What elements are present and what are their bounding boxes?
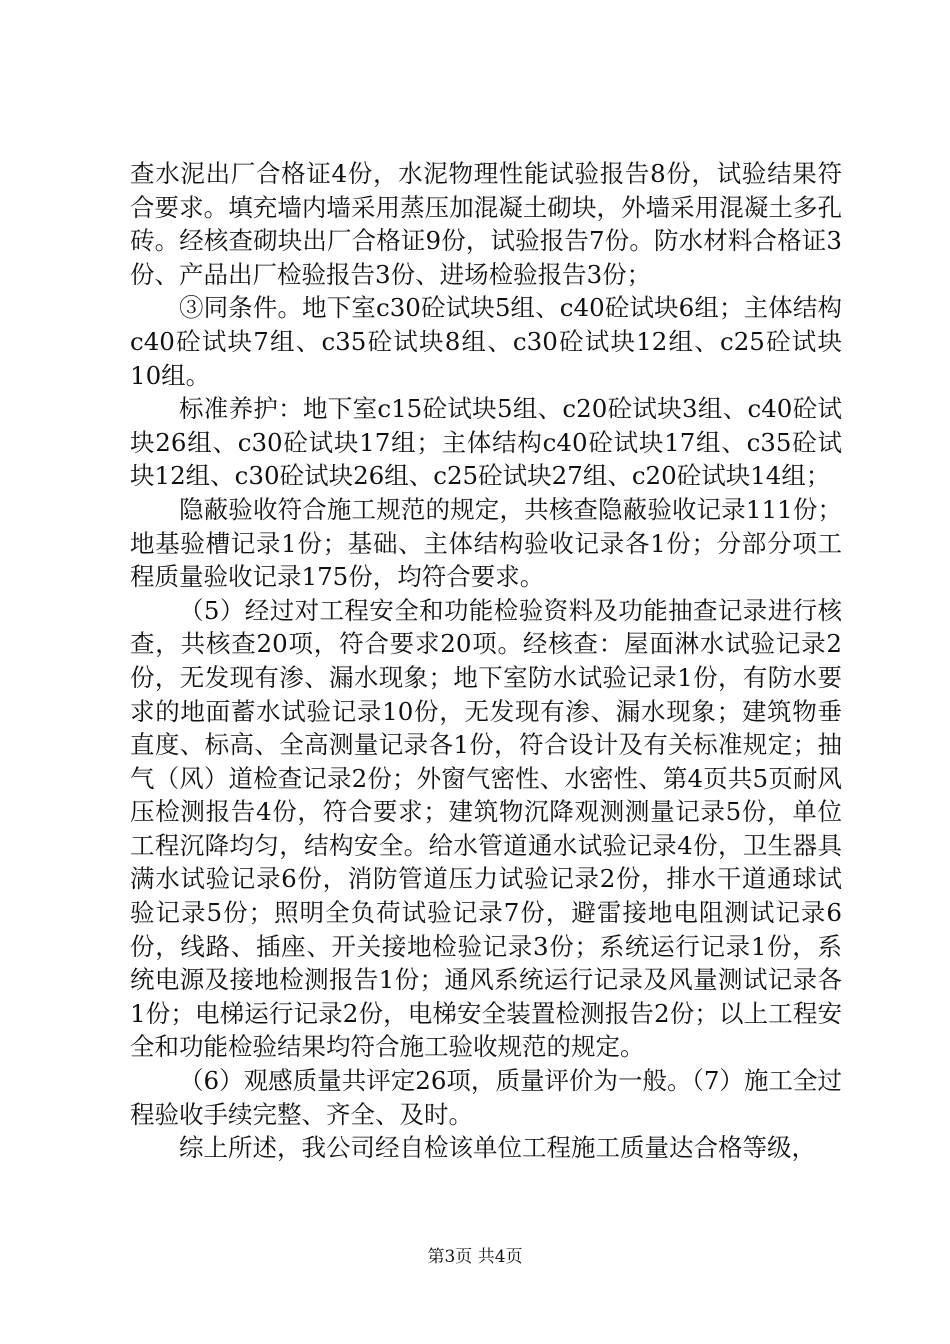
paragraph-conclusion: 综上所述，我公司经自检该单位工程施工质量达合格等级，	[179, 1133, 816, 1163]
paragraph-appearance-quality: （6）观感质量共评定26项，质量评价为一般。（7）施工全过程验收手续完整、齐全、及时。	[130, 1066, 842, 1129]
page-footer: 第3页 共4页	[427, 1247, 523, 1267]
document-body	[130, 157, 842, 1165]
paragraph-materials-certificates: 查水泥出厂合格证4份，水泥物理性能试验报告8份，试验结果符合要求。填充墙内墙采用蒸压加混凝土砌块，外墙采用混凝土多孔砖。经核查砌块出厂合格证9份，试验报告7份。防水材料合格证3份、产品出厂检验报告3份、进场检验报告3份；	[130, 159, 842, 289]
paragraph-same-condition-specimens: ③同条件。地下室c30砼试块5组、c40砼试块6组；主体结构c40砼试块7组、c35砼试块8组、c30砼试块12组、c25砼试块10组。	[130, 293, 842, 390]
paragraph-safety-function-inspection: （5）经过对工程安全和功能检验资料及功能抽查记录进行核查，共核查20项，符合要求20项。经核查：屋面淋水试验记录2份，无发现有渗、漏水现象；地下室防水试验记录1份，有防水要求的地面蓄水试验记录10份，无发现有渗、漏水现象；建筑物垂直度、标高、全高测量记录各1份，符合设计及有关标准规定；抽气（风）道检查记录2份；外窗气密性、水密性、第4页共5页耐风压检测报告4份，符合要求；建筑物沉降观测测量记录5份，单位工程沉降均匀，结构安全。给水管道通水试验记录4份，卫生器具满水试验记录6份，消防管道压力试验记录2份，排水干道通球试验记录5份；照明全负荷试验记录7份，避雷接地电阻测试记录6份，线路、插座、开关接地检验记录3份；系统运行记录1份，系统电源及接地检测报告1份；通风系统运行记录及风量测试记录各1份；电梯运行记录2份，电梯安全装置检测报告2份；以上工程安全和功能检验结果均符合施工验收规范的规定。	[130, 595, 842, 1062]
paragraph-concealed-acceptance: 隐蔽验收符合施工规范的规定，共核查隐蔽验收记录111份；地基验槽记录1份；基础、主体结构验收记录各1份；分部分项工程质量验收记录175份，均符合要求。	[130, 494, 842, 592]
paragraph-standard-curing-specimens: 标准养护：地下室c15砼试块5组、c20砼试块3组、c40砼试块26组、c30砼试块17组；主体结构c40砼试块17组、c35砼试块12组、c30砼试块26组、c25砼试块27组、c20砼试块14组；	[130, 394, 842, 491]
